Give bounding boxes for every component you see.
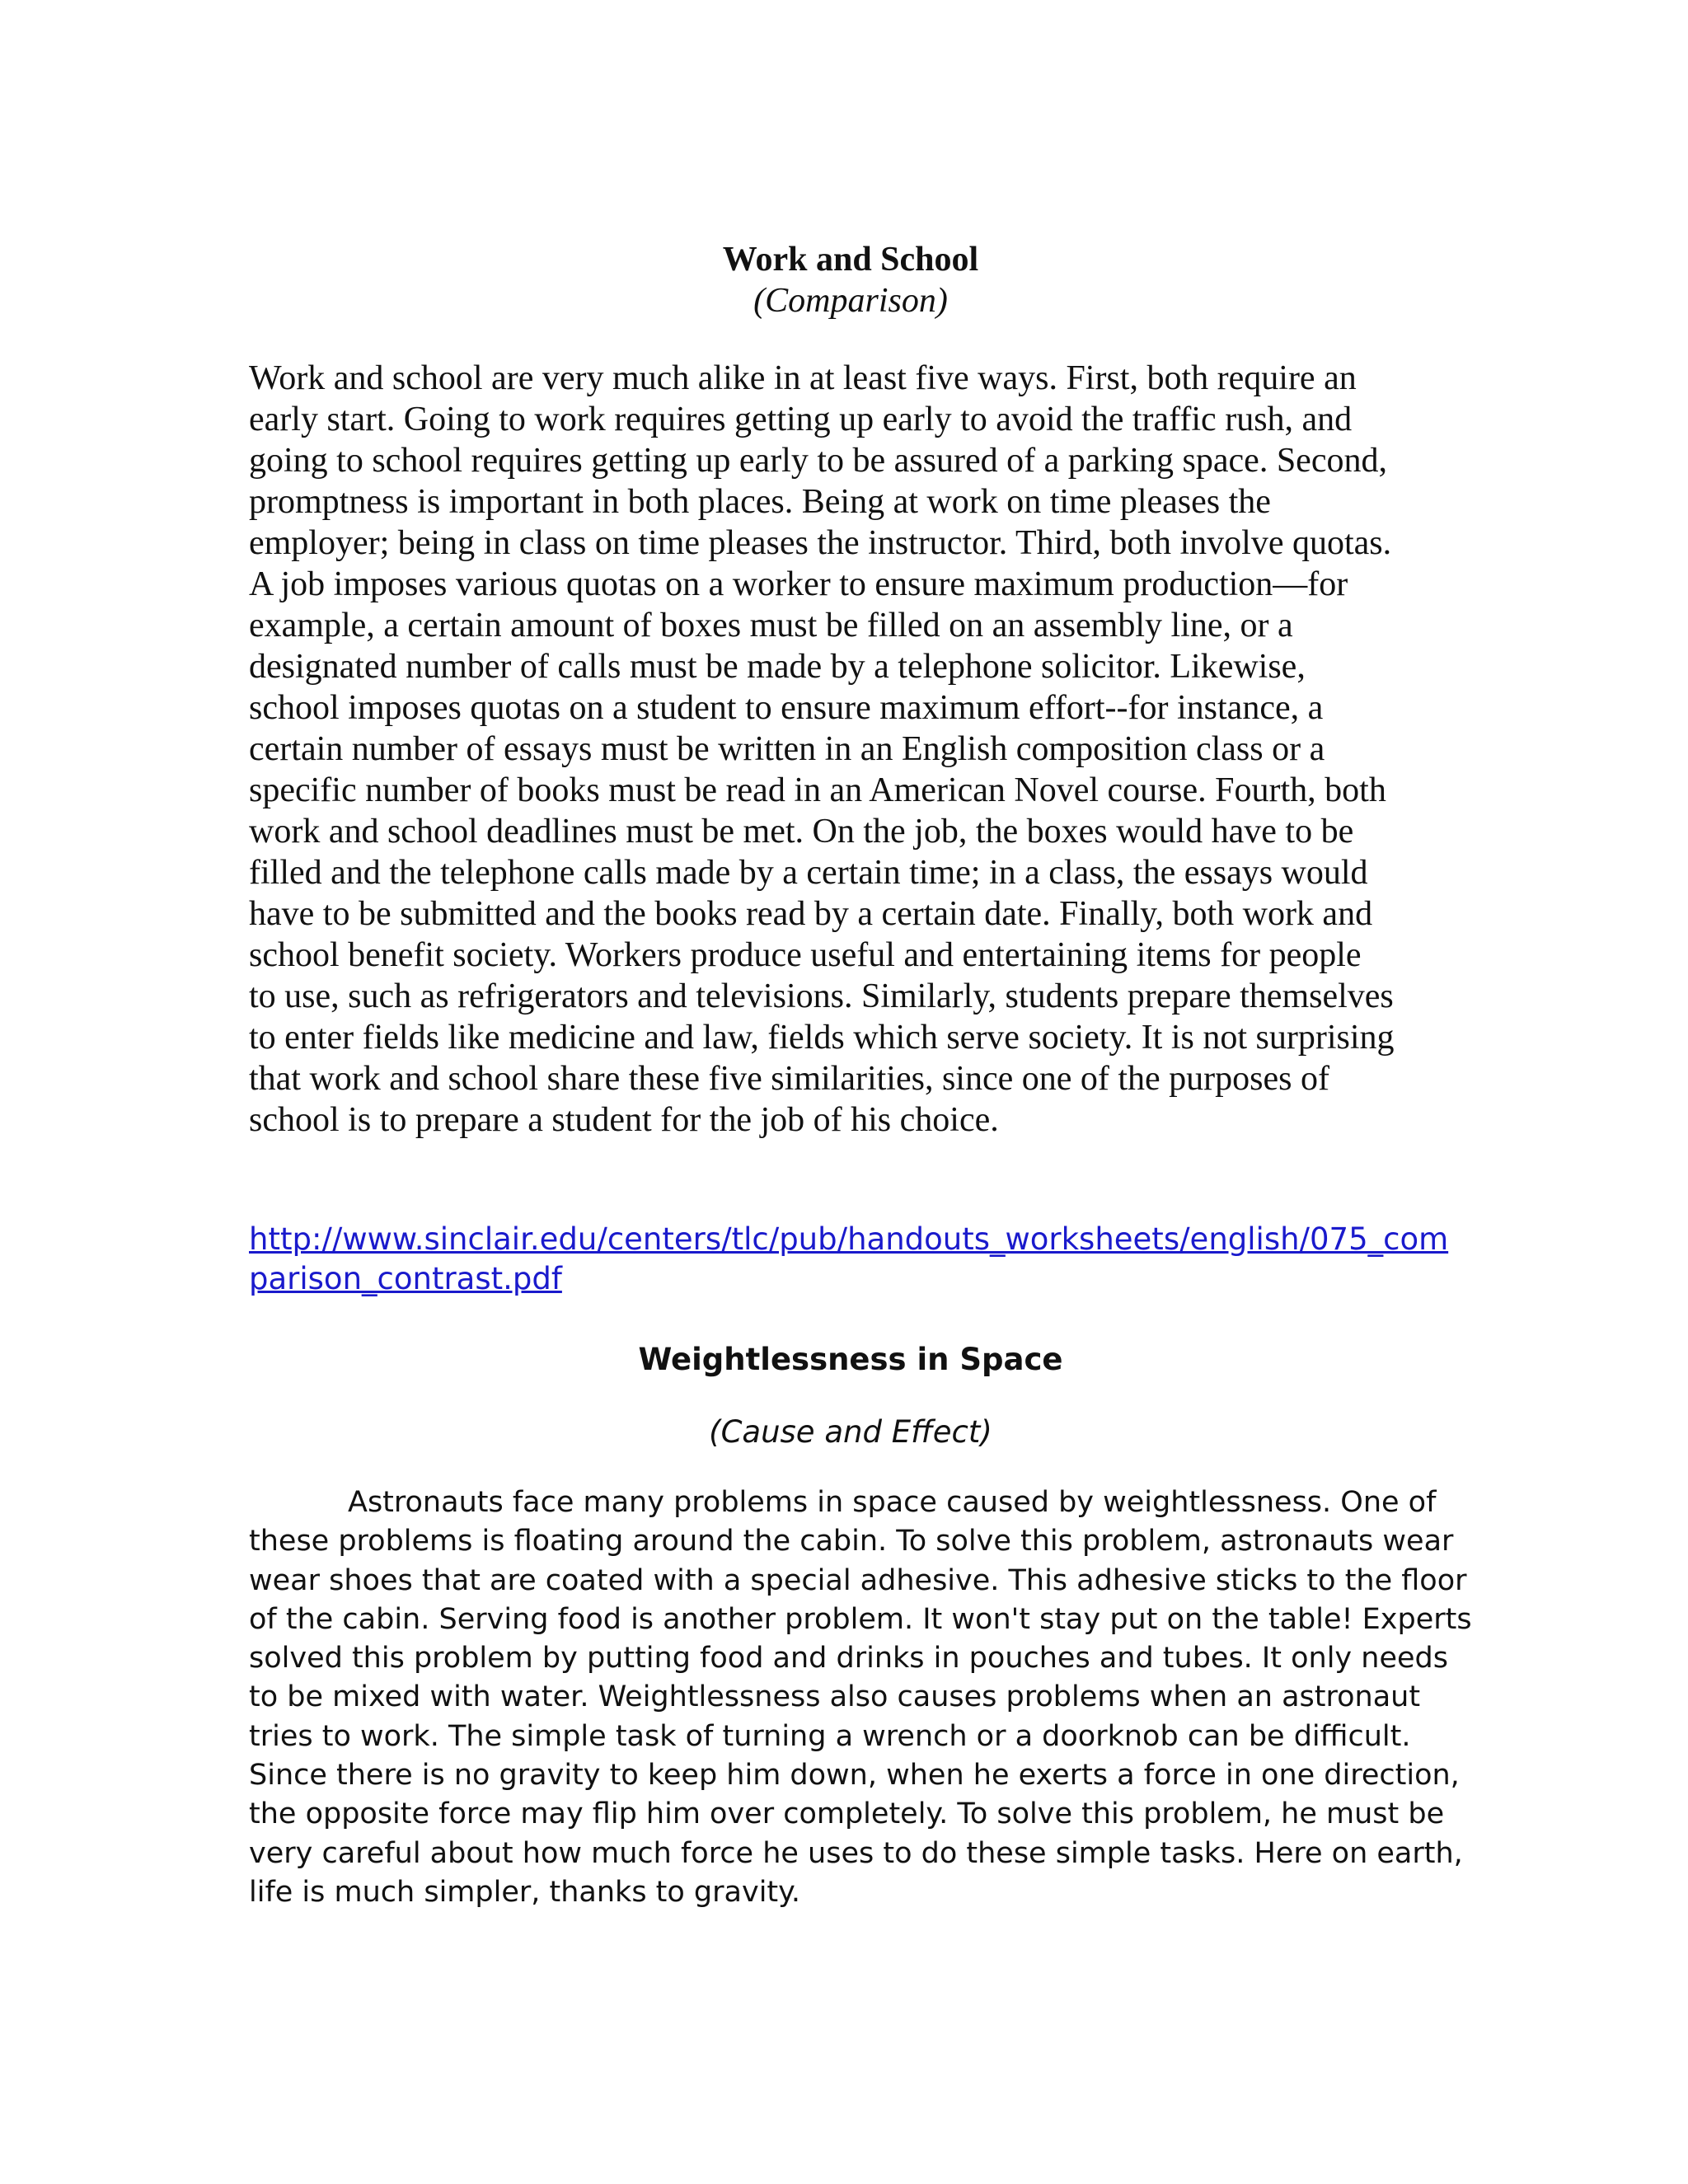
essay1-line: certain number of essays must be written in an English composition class or a — [249, 730, 1325, 768]
essay2-line: wear shoes that are coated with a special adhesive. This adhesive sticks to the floor — [249, 1563, 1467, 1597]
essay1-line: school imposes quotas on a student to ensure maximum effort--for instance, a — [249, 689, 1324, 727]
essay1-subtitle: (Comparison) — [753, 282, 948, 320]
essay1-line: early start. Going to work requires getting up early to avoid the traffic rush, and — [249, 401, 1353, 438]
essay2-line: these problems is floating around the cabin. To solve this problem, astronauts wear — [249, 1525, 1454, 1558]
essay2-subtitle: (Cause and Effect) — [709, 1414, 992, 1450]
source-link-line: http://www.sinclair.edu/centers/tlc/pub/handouts_worksheets/english/075_com — [249, 1221, 1449, 1257]
essay1-line: designated number of calls must be made by a telephone solicitor. Likewise, — [249, 648, 1306, 686]
essay-work-and-school — [249, 239, 1452, 1141]
essay1-line: have to be submitted and the books read by a certain date. Finally, both work and — [249, 895, 1373, 933]
essay1-line: to use, such as refrigerators and televisions. Similarly, students prepare themselves — [249, 977, 1394, 1015]
essay1-line: to enter fields like medicine and law, fields which serve society. It is not surprising — [249, 1019, 1395, 1057]
essay1-line: example, a certain amount of boxes must be filled on an assembly line, or a — [249, 607, 1293, 644]
essay2-line: solved this problem by putting food and drinks in pouches and tubes. It only needs — [249, 1642, 1448, 1675]
essay1-line: A job imposes various quotas on a worker to ensure maximum production—for — [249, 565, 1348, 603]
essay2-line: Since there is no gravity to keep him down, when he exerts a force in one direction, — [249, 1759, 1460, 1793]
essay-weightlessness — [249, 1340, 1472, 1912]
essay2-line: life is much simpler, thanks to gravity. — [249, 1875, 800, 1909]
essay2-line: Astronauts face many problems in space caused by weightlessness. One of — [348, 1486, 1437, 1519]
essay1-line: specific number of books must be read in an American Novel course. Fourth, both — [249, 771, 1386, 809]
essay1-line: employer; being in class on time pleases the instructor. Third, both involve quotas. — [249, 524, 1392, 562]
source-link[interactable] — [249, 1220, 1452, 1299]
essay2-line: of the cabin. Serving food is another problem. It won't stay put on the table! Experts — [249, 1602, 1472, 1636]
essay2-line: very careful about how much force he uses to do these simple tasks. Here on earth, — [249, 1836, 1463, 1870]
essay1-line: Work and school are very much alike in at least five ways. First, both require an — [249, 359, 1357, 397]
essay1-line: going to school requires getting up early to be assured of a parking space. Second, — [249, 442, 1387, 480]
essay1-title: Work and School — [722, 241, 979, 279]
source-link-line: parison_contrast.pdf — [249, 1261, 562, 1296]
essay2-title: Weightlessness in Space — [638, 1342, 1063, 1377]
essay2-line: tries to work. The simple task of turning a wrench or a doorknob can be difficult. — [249, 1719, 1411, 1753]
essay1-paragraph — [249, 358, 1452, 1141]
essay2-line: the opposite force may flip him over completely. To solve this problem, he must be — [249, 1797, 1445, 1831]
essay2-line: to be mixed with water. Weightlessness also causes problems when an astronaut — [249, 1680, 1421, 1714]
essay1-line: filled and the telephone calls made by a certain time; in a class, the essays would — [249, 854, 1368, 892]
essay1-line: school is to prepare a student for the job of his choice. — [249, 1101, 999, 1139]
essay1-line: that work and school share these five similarities, since one of the purposes of — [249, 1060, 1329, 1098]
essay2-paragraph — [249, 1483, 1472, 1912]
essay1-line: school benefit society. Workers produce useful and entertaining items for people — [249, 936, 1362, 974]
essay1-line: promptness is important in both places. Being at work on time pleases the — [249, 483, 1271, 521]
essay1-line: work and school deadlines must be met. On the job, the boxes would have to be — [249, 813, 1354, 851]
